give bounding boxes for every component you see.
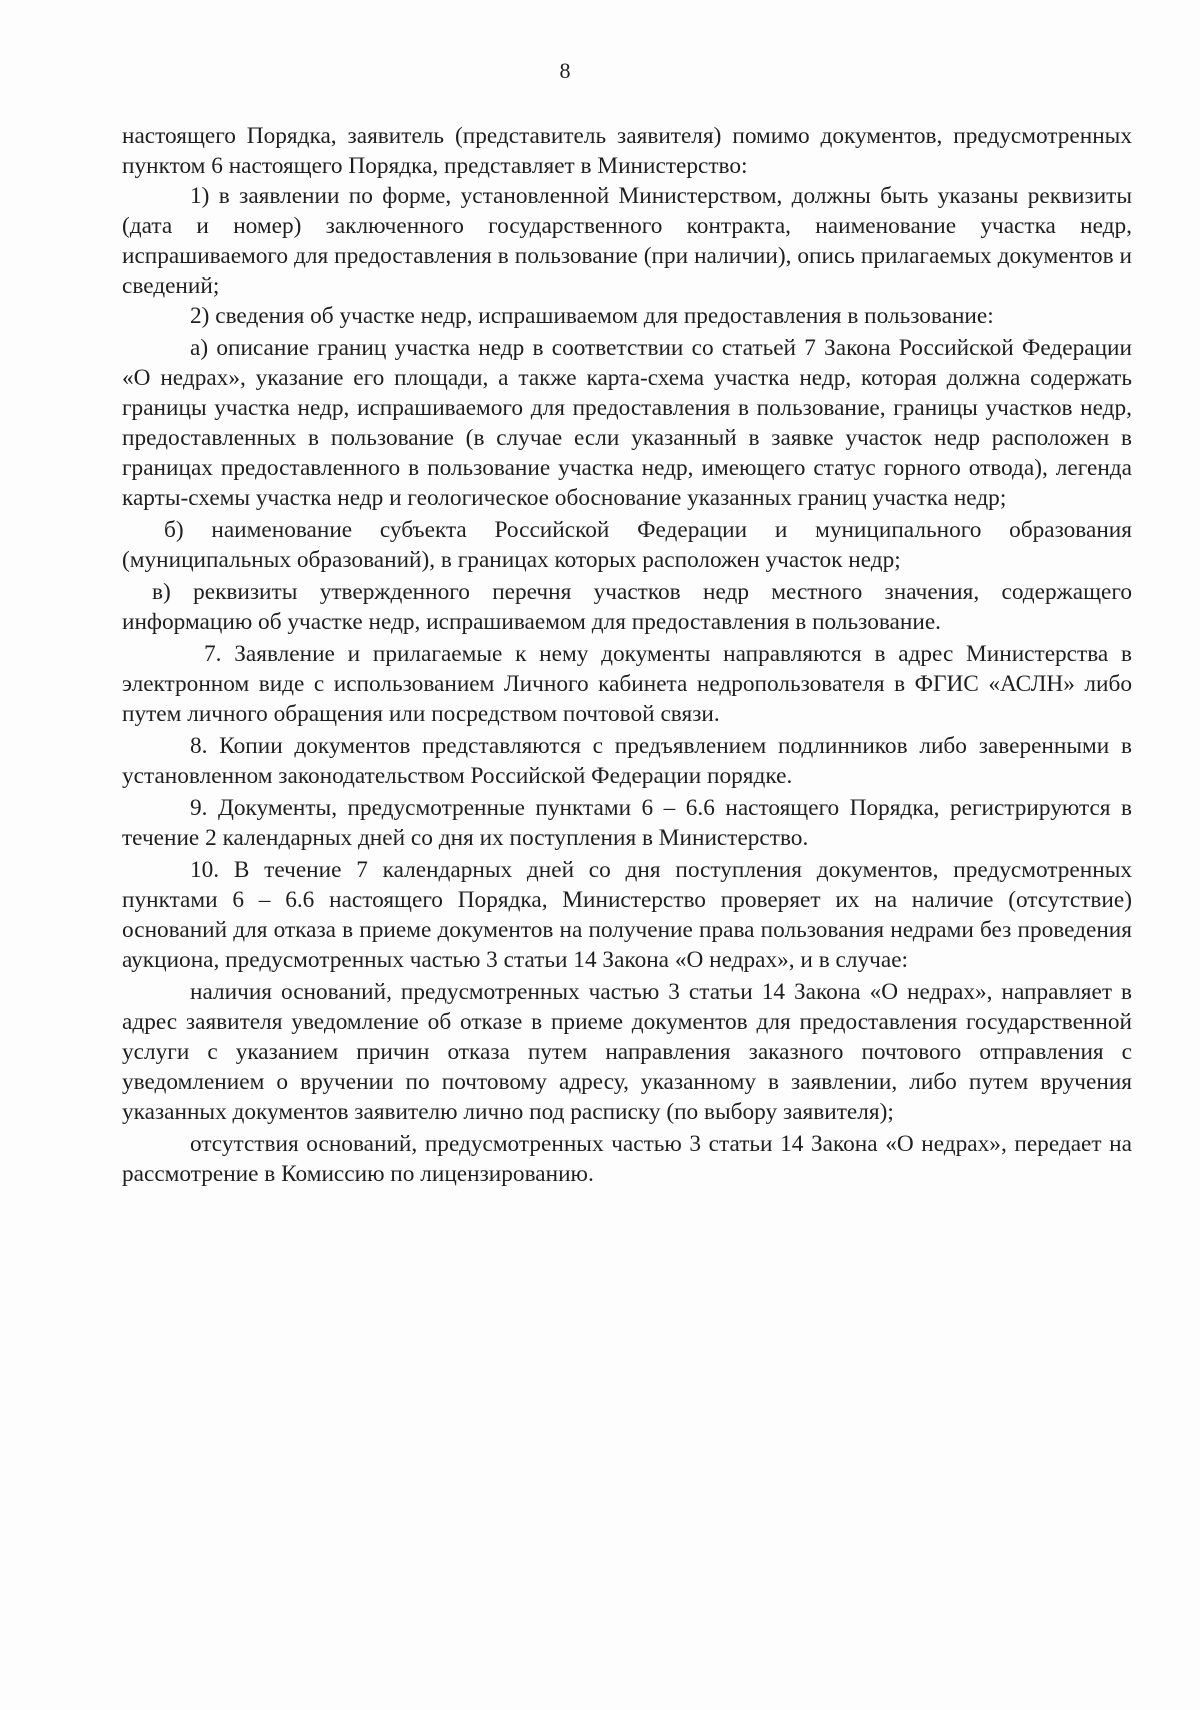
paragraph-8: 8. Копии документов представляются с предъявлением подлинников либо заверенными в установленном законодательством Российской Федерации порядке.: [122, 733, 1132, 789]
page-number: 8: [559, 58, 571, 83]
document-body: [122, 121, 1132, 1189]
paragraph-subitem-v: в) реквизиты утвержденного перечня участков недр местного значения, содержащего информацию об участке недр, испрашиваемом для предоставления в пользование.: [122, 579, 1132, 635]
paragraph-10-case-absence: отсутствия оснований, предусмотренных частью 3 статьи 14 Закона «О недрах», передает на рассмотрение в Комиссию по лицензированию.: [122, 1131, 1132, 1187]
paragraph-10-case-presence: наличия оснований, предусмотренных частью 3 статьи 14 Закона «О недрах», направляет в адрес заявителя уведомление об отказе в приеме документов для предоставления государственной услуги с указанием причин отказа путем направления заказного почтового отправления с уведомлением о вручении по почтовому адресу, указанному в заявлении, либо путем вручения указанных документов заявителю лично под расписку (по выбору заявителя);: [122, 979, 1132, 1125]
paragraph-continuation: настоящего Порядка, заявитель (представитель заявителя) помимо документов, предусмотренных пунктом 6 настоящего Порядка, представляет в Министерство:: [122, 123, 1132, 179]
paragraph-item-1: 1) в заявлении по форме, установленной Министерством, должны быть указаны реквизиты (дата и номер) заключенного государственного контракта, наименование участка недр, испрашиваемого для предоставления в пользование (при наличии), опись прилагаемых документов и сведений;: [122, 183, 1132, 299]
paragraph-9: 9. Документы, предусмотренные пунктами 6 – 6.6 настоящего Порядка, регистрируются в течение 2 календарных дней со дня их поступления в Министерство.: [122, 795, 1132, 851]
paragraph-subitem-a: а) описание границ участка недр в соответствии со статьей 7 Закона Российской Федерации «О недрах», указание его площади, а также карта-схема участка недр, которая должна содержать границы участка недр, испрашиваемого для предоставления в пользование, границы участков недр, предоставленных в пользование (в случае если указанный в заявке участок недр расположен в границах предоставленного в пользование участка недр, имеющего статус горного отвода), легенда карты-схемы участка недр и геологическое обоснование указанных границ участка недр;: [122, 335, 1132, 511]
paragraph-10: 10. В течение 7 календарных дней со дня поступления документов, предусмотренных пунктами 6 – 6.6 настоящего Порядка, Министерство проверяет их на наличие (отсутствие) оснований для отказа в приеме документов на получение права пользования недрами без проведения аукциона, предусмотренных частью 3 статьи 14 Закона «О недрах», и в случае:: [122, 857, 1132, 973]
paragraph-subitem-b: б) наименование субъекта Российской Федерации и муниципального образования (муниципальных образований), в границах которых расположен участок недр;: [122, 517, 1132, 573]
paragraph-item-2: 2) сведения об участке недр, испрашиваемом для предоставления в пользование:: [190, 303, 994, 329]
paragraph-7: 7. Заявление и прилагаемые к нему документы направляются в адрес Министерства в электронном виде с использованием Личного кабинета недропользователя в ФГИС «АСЛН» либо путем личного обращения или посредством почтовой связи.: [122, 641, 1132, 727]
